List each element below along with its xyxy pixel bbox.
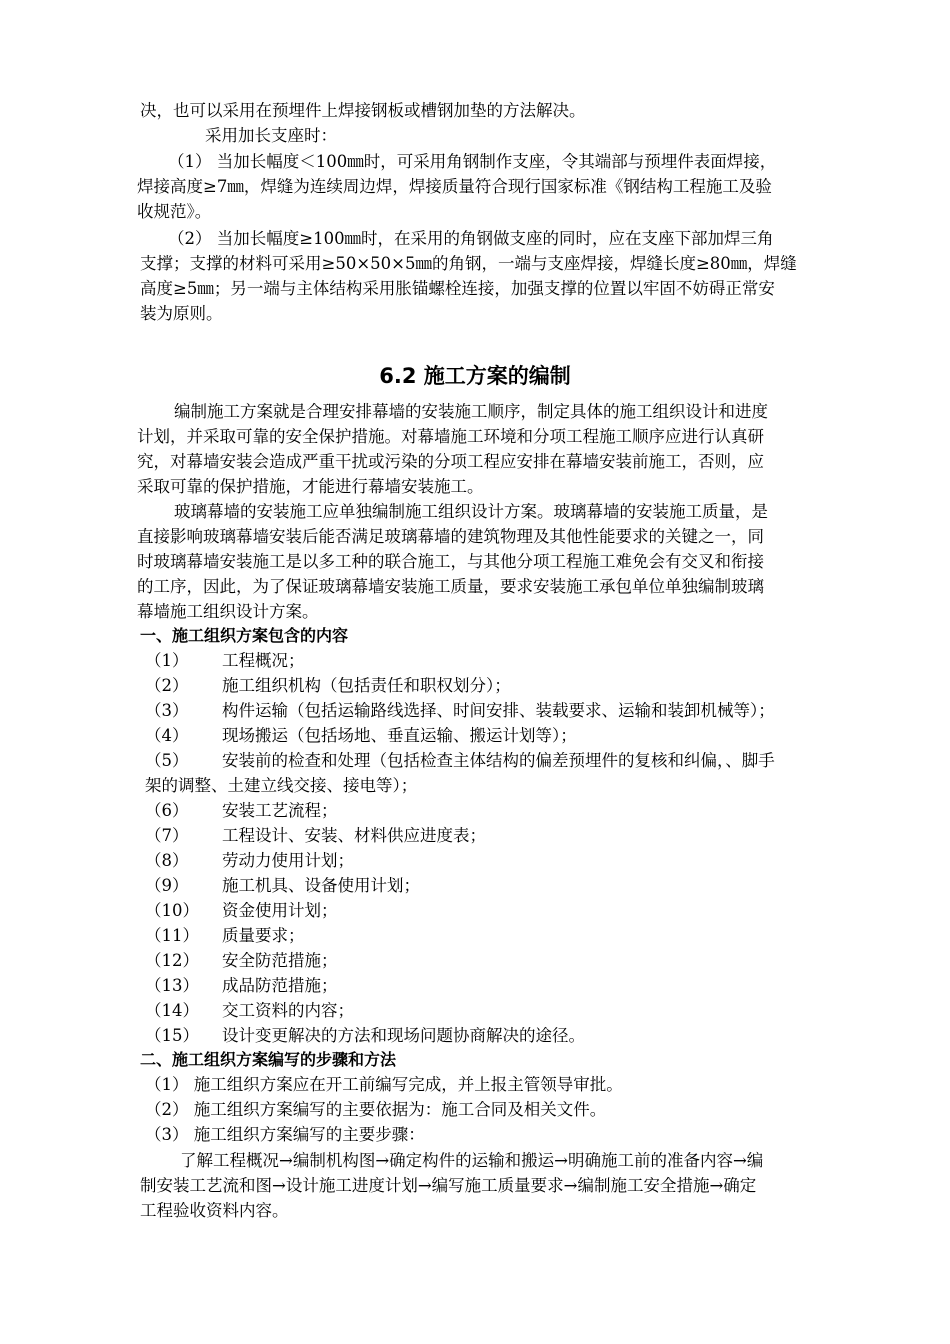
paragraph-line: （1） 当加长幅度＜100㎜时，可采用角钢制作支座，令其端部与预埋件表面焊接， bbox=[168, 152, 777, 171]
list-item-text: 质量要求； bbox=[222, 926, 305, 945]
list-item-number: （5） bbox=[145, 751, 189, 770]
list-item-number: （10） bbox=[145, 901, 199, 920]
flow-line: 了解工程概况→编制机构图→确定构件的运输和搬运→明确施工前的准备内容→编 bbox=[180, 1151, 764, 1170]
list-item-text: 安装工艺流程； bbox=[222, 801, 338, 820]
list-item-number: （1） bbox=[145, 651, 189, 670]
paragraph-line: 装为原则。 bbox=[140, 304, 223, 323]
heading-steps: 二、施工组织方案编写的步骤和方法 bbox=[140, 1050, 397, 1069]
paragraph-line: （2） 当加长幅度≥100㎜时，在采用的角钢做支座的同时，应在支座下部加焊三角 bbox=[168, 229, 774, 248]
list-item-number: （6） bbox=[145, 801, 189, 820]
paragraph-line: 计划，并采取可靠的安全保护措施。对幕墙施工环境和分项工程施工顺序应进行认真研 bbox=[137, 427, 764, 446]
flow-line: 工程验收资料内容。 bbox=[140, 1201, 289, 1220]
paragraph-line: 编制施工方案就是合理安排幕墙的安装施工顺序，制定具体的施工组织设计和进度 bbox=[174, 402, 768, 421]
list-item-text: 设计变更解决的方法和现场问题协商解决的途径。 bbox=[222, 1026, 585, 1045]
list-item-number: （7） bbox=[145, 826, 189, 845]
list-item-number: （13） bbox=[145, 976, 199, 995]
paragraph-line: 决，也可以采用在预埋件上焊接钢板或槽钢加垫的方法解决。 bbox=[140, 101, 586, 120]
list-item-number: （14） bbox=[145, 1001, 199, 1020]
flow-line: 制安装工艺流和图→设计施工进度计划→编写施工质量要求→编制施工安全措施→确定 bbox=[140, 1176, 757, 1195]
list-item-number: （4） bbox=[145, 726, 189, 745]
list-item-number: （8） bbox=[145, 851, 189, 870]
list-item-text: 资金使用计划； bbox=[222, 901, 338, 920]
list-item-number: （11） bbox=[145, 926, 199, 945]
paragraph-line: 采取可靠的保护措施，才能进行幕墙安装施工。 bbox=[137, 477, 484, 496]
list-item-text: 安全防范措施； bbox=[222, 951, 338, 970]
paragraph-line: 收规范》。 bbox=[137, 202, 212, 221]
list-item-number: （2） bbox=[145, 676, 189, 695]
list-item-number: （9） bbox=[145, 876, 189, 895]
step-item: （1） 施工组织方案应在开工前编写完成，并上报主管领导审批。 bbox=[145, 1075, 623, 1094]
paragraph-line: 高度≥5㎜；另一端与主体结构采用胀锚螺栓连接，加强支撑的位置以牢固不妨碍正常安 bbox=[140, 279, 775, 298]
step-item: （3） 施工组织方案编写的主要步骤： bbox=[145, 1125, 425, 1144]
list-item-text: 劳动力使用计划； bbox=[222, 851, 354, 870]
list-item-text: 工程概况； bbox=[222, 651, 305, 670]
heading-contents: 一、施工组织方案包含的内容 bbox=[140, 626, 349, 645]
step-item: （2） 施工组织方案编写的主要依据为：施工合同及相关文件。 bbox=[145, 1100, 607, 1119]
paragraph-line: 幕墙施工组织设计方案。 bbox=[137, 602, 319, 621]
list-item-text: 构件运输（包括运输路线选择、时间安排、装载要求、运输和装卸机械等）； bbox=[222, 701, 775, 720]
section-title: 6.2 施工方案的编制 bbox=[379, 364, 571, 388]
paragraph-line: 直接影响玻璃幕墙安装后能否满足玻璃幕墙的建筑物理及其他性能要求的关键之一，同 bbox=[137, 527, 764, 546]
paragraph-line: 焊接高度≥7㎜，焊缝为连续周边焊，焊接质量符合现行国家标准《钢结构工程施工及验 bbox=[137, 177, 772, 196]
paragraph-line: 采用加长支座时： bbox=[205, 126, 337, 145]
list-item-number: （15） bbox=[145, 1026, 199, 1045]
list-item-text: 工程设计、安装、材料供应进度表； bbox=[222, 826, 486, 845]
list-item-number: （12） bbox=[145, 951, 199, 970]
list-item-text: 现场搬运（包括场地、垂直运输、搬运计划等）； bbox=[222, 726, 577, 745]
list-item-number: （3） bbox=[145, 701, 189, 720]
paragraph-line: 玻璃幕墙的安装施工应单独编制施工组织设计方案。玻璃幕墙的安装施工质量，是 bbox=[174, 502, 768, 521]
paragraph-line: 究，对幕墙安装会造成严重干扰或污染的分项工程应安排在幕墙安装前施工，否则，应 bbox=[137, 452, 764, 471]
list-item-text: 成品防范措施； bbox=[222, 976, 338, 995]
list-item-text: 施工组织机构（包括责任和职权划分）； bbox=[222, 676, 511, 695]
list-item-text: 施工机具、设备使用计划； bbox=[222, 876, 420, 895]
paragraph-line: 的工序，因此，为了保证玻璃幕墙安装施工质量，要求安装施工承包单位单独编制玻璃 bbox=[137, 577, 764, 596]
list-item-continuation: 架的调整、土建立线交接、接电等）； bbox=[145, 776, 418, 795]
paragraph-line: 支撑；支撑的材料可采用≥50×50×5㎜的角钢，一端与支座焊接，焊缝长度≥80㎜，焊缝 bbox=[140, 254, 797, 273]
list-item-text: 交工资料的内容； bbox=[222, 1001, 354, 1020]
paragraph-line: 时玻璃幕墙安装施工是以多工种的联合施工，与其他分项工程施工难免会有交叉和衔接 bbox=[137, 552, 764, 571]
list-item-text: 安装前的检查和处理（包括检查主体结构的偏差预埋件的复核和纠偏，、脚手 bbox=[222, 751, 775, 770]
